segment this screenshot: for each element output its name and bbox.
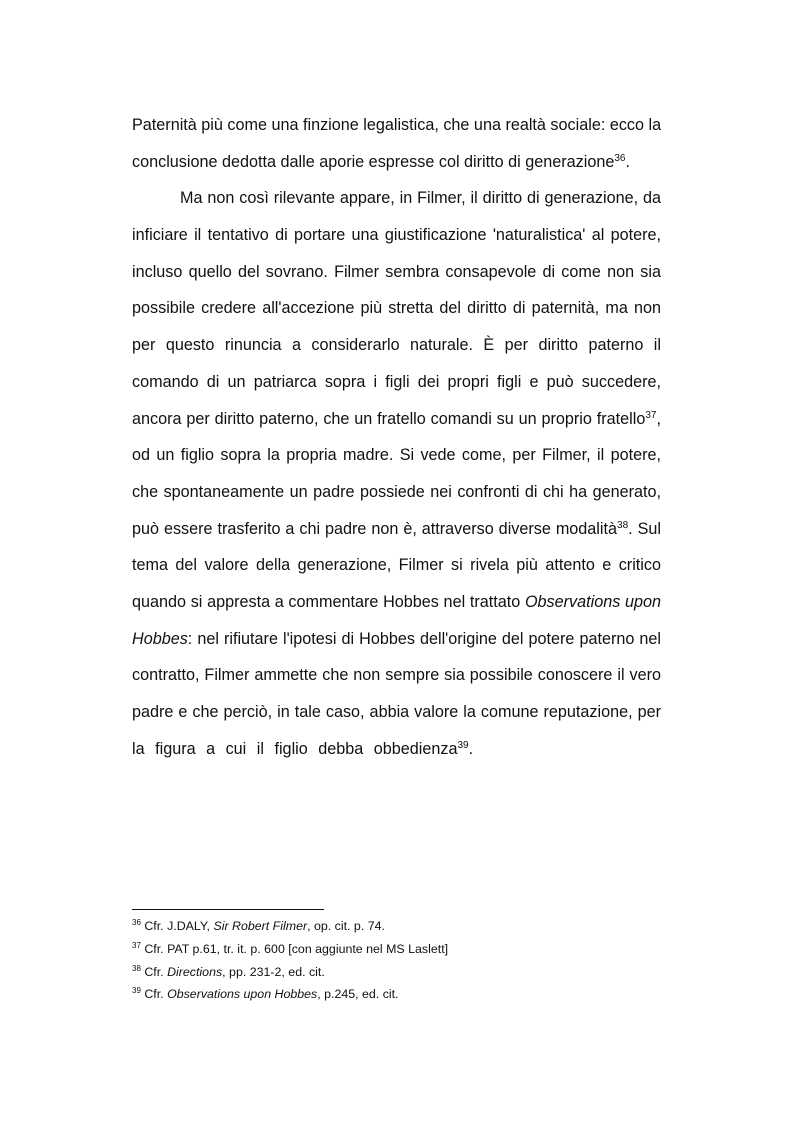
footnote-ref[interactable]: 38 bbox=[617, 519, 629, 531]
text-line: Hobbes: nel rifiutare l'ipotesi di Hobbes dell'origine del potere paterno nel bbox=[132, 629, 661, 648]
footnote: $^{36}$ Cfr. J.DALY, Sir Robert Filmer, op. cit. p. 74. bbox=[132, 918, 385, 933]
footnote-ref[interactable]: 37 bbox=[645, 409, 657, 421]
footnote-number: 37 bbox=[132, 940, 141, 950]
footnote-number: 39 bbox=[132, 986, 141, 996]
footnote: $^{38}$ Cfr. Directions, pp. 231-2, ed. cit. bbox=[132, 963, 325, 979]
text-line: padre e che perciò, in tale caso, abbia valore la comune reputazione, per bbox=[132, 703, 661, 721]
work-title: Observations upon bbox=[524, 592, 662, 611]
footnote-number: 38 bbox=[132, 963, 141, 973]
text-line: incluso quello del sovrano. Filmer sembra consapevole di come non sia bbox=[132, 262, 661, 281]
body-text bbox=[132, 107, 661, 767]
text-line: od un figlio sopra la propria madre. Si vede come, per Filmer, il potere, bbox=[132, 446, 661, 465]
footnote-ref[interactable]: 36 bbox=[614, 152, 626, 164]
text-line: ancora per diritto paterno, che un fratello comandi su un proprio fratello$^{37}$, bbox=[132, 409, 661, 428]
text-line: può essere trasferito a chi padre non è, attraverso diverse modalità$^{38}$. Sul bbox=[132, 519, 661, 538]
text-line: conclusione dedotta dalle aporie espresse col diritto di generazione$^{36}$. bbox=[132, 152, 630, 171]
footnote-ref[interactable]: 39 bbox=[457, 739, 469, 751]
work-title: Hobbes bbox=[132, 629, 188, 648]
text-line: contratto, Filmer ammette che non sempre sia possibile conoscere il vero bbox=[132, 666, 661, 685]
text-line: tema del valore della generazione, Filmer si rivela più attento e critico bbox=[132, 556, 661, 575]
footnote: $^{37}$ Cfr. PAT p.61, tr. it. p. 600 [con aggiunte nel MS Laslett] bbox=[132, 940, 449, 956]
text-line: Ma non così rilevante appare, in Filmer, il diritto di generazione, da bbox=[180, 189, 661, 208]
footnote-number: 36 bbox=[132, 918, 141, 927]
text-line: comando di un patriarca sopra i figli dei propri figli e può succedere, bbox=[132, 372, 661, 391]
text-line: Paternità più come una finzione legalistica, che una realtà sociale: ecco la bbox=[132, 116, 662, 134]
footnote-separator bbox=[132, 909, 324, 910]
text-line: inficiare il tentativo di portare una giustificazione 'naturalistica' al potere, bbox=[132, 226, 661, 245]
text-line: possibile credere all'accezione più stretta del diritto di paternità, ma non bbox=[132, 299, 661, 318]
footnotes bbox=[132, 915, 661, 1006]
text-line: che spontaneamente un padre possiede nei confronti di chi ha generato, bbox=[132, 482, 661, 501]
text-line: quando si appresta a commentare Hobbes nel trattato Observations upon bbox=[132, 592, 662, 611]
text-line: la figura a cui il figlio debba obbedienza$^{39}$. bbox=[132, 739, 474, 758]
text-line: per questo rinuncia a considerarlo naturale. È per diritto paterno il bbox=[132, 336, 661, 355]
footnote: $^{39}$ Cfr. Observations upon Hobbes, p.245, ed. cit. bbox=[132, 986, 399, 1002]
